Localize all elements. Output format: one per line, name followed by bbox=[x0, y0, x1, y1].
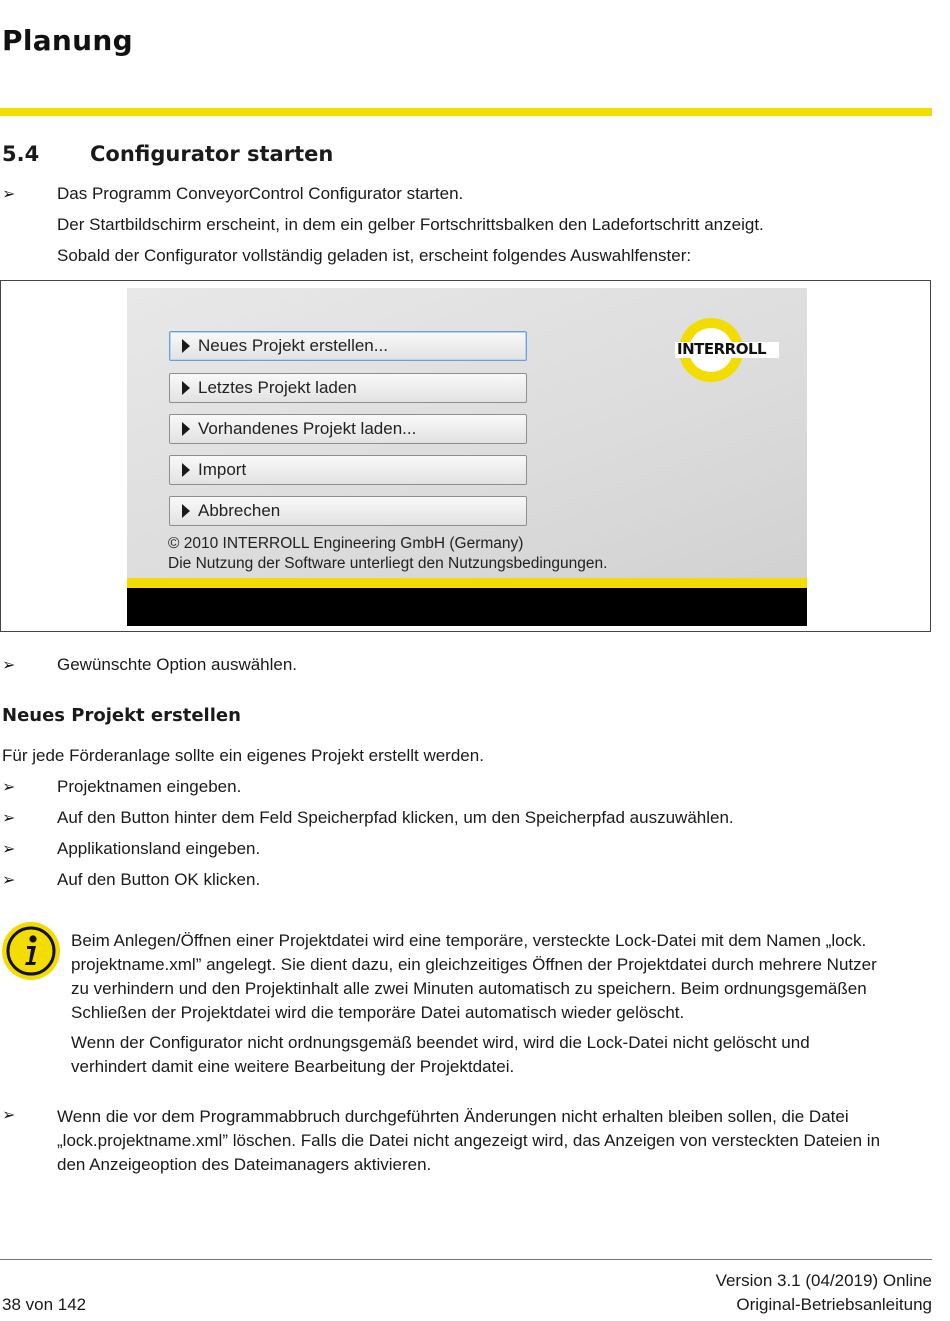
new-project-label: Neues Projekt erstellen... bbox=[198, 336, 388, 355]
info-paragraph-2 bbox=[71, 1031, 810, 1079]
copyright-text: © 2010 INTERROLL Engineering GmbH (Germany) bbox=[168, 535, 524, 552]
bullet-icon: ➢ bbox=[2, 1107, 16, 1124]
paragraph-new-project-intro: Für jede Förderanlage sollte ein eigenes Projekt erstellt werden. bbox=[2, 746, 484, 765]
step-enter-project-name: Projektnamen eingeben. bbox=[57, 777, 242, 796]
bullet-icon: ➢ bbox=[2, 779, 16, 796]
bullet-icon: ➢ bbox=[2, 872, 16, 889]
step-delete-lock-file bbox=[57, 1105, 880, 1177]
footer-version: Version 3.1 (04/2019) Online bbox=[715, 1271, 932, 1290]
new-project-button[interactable] bbox=[169, 331, 527, 361]
splash-black-bar bbox=[127, 588, 807, 626]
progress-bar-yellow bbox=[127, 578, 807, 588]
info-line: projektname.xml” angelegt. Sie dient dazu, ein gleichzeitiges Öffnen der Projektdatei durch mehrere Nutzer bbox=[71, 955, 877, 974]
bullet-icon: ➢ bbox=[2, 657, 16, 674]
play-arrow-icon bbox=[182, 463, 190, 477]
step-click-ok: Auf den Button OK klicken. bbox=[57, 870, 261, 889]
step-choose-option: Gewünschte Option auswählen. bbox=[57, 655, 298, 674]
info-line: Schließen der Projektdatei wird die temporäre Datei automatisch wieder gelöscht. bbox=[71, 1003, 685, 1022]
interroll-logo bbox=[675, 316, 785, 384]
play-arrow-icon bbox=[182, 422, 190, 436]
info-paragraph-1 bbox=[71, 929, 877, 1025]
subheading-new-project: Neues Projekt erstellen bbox=[2, 705, 241, 726]
header-yellow-rule bbox=[0, 108, 932, 116]
play-arrow-icon bbox=[182, 381, 190, 395]
info-icon bbox=[1, 921, 61, 981]
final-step-line: Wenn die vor dem Programmabbruch durchgeführten Änderungen nicht erhalten bleiben sollen, die Datei bbox=[57, 1107, 849, 1126]
cancel-button[interactable] bbox=[169, 496, 527, 526]
load-last-project-label: Letztes Projekt laden bbox=[198, 378, 357, 397]
info-line: Wenn der Configurator nicht ordnungsgemäß beendet wird, wird die Lock-Datei nicht gelöscht und bbox=[71, 1033, 810, 1052]
play-arrow-icon bbox=[182, 504, 190, 518]
info-line: Beim Anlegen/Öffnen einer Projektdatei wird eine temporäre, versteckte Lock-Datei mit dem Namen „lock. bbox=[71, 931, 867, 950]
footer-page-number: 38 von 142 bbox=[2, 1295, 87, 1314]
info-line: zu verhindern und den Projektinhalt alle zwei Minuten automatisch zu speichern. Beim ordnungsgemäßen bbox=[71, 979, 867, 998]
bullet-icon: ➢ bbox=[2, 841, 16, 858]
bullet-icon: ➢ bbox=[2, 186, 16, 203]
info-icon-graphic bbox=[1, 921, 61, 981]
import-button[interactable] bbox=[169, 455, 527, 485]
interroll-logo-text: INTERROLL bbox=[677, 340, 767, 358]
play-arrow-icon bbox=[182, 339, 190, 353]
section-title: Configurator starten bbox=[90, 142, 334, 166]
info-line: verhindert damit eine weitere Bearbeitung der Projektdatei. bbox=[71, 1057, 515, 1076]
import-label: Import bbox=[198, 460, 247, 479]
usage-terms-text: Die Nutzung der Software unterliegt den Nutzungsbedingungen. bbox=[168, 555, 608, 572]
final-step-line: den Anzeigeoption des Dateimanagers aktivieren. bbox=[57, 1155, 432, 1174]
footer-rule bbox=[0, 1259, 932, 1260]
footer-doc-type: Original-Betriebsanleitung bbox=[736, 1295, 932, 1314]
step-start-program: Das Programm ConveyorControl Configurator starten. bbox=[57, 184, 464, 203]
load-existing-project-label: Vorhandenes Projekt laden... bbox=[198, 419, 417, 438]
step-enter-country: Applikationsland eingeben. bbox=[57, 839, 261, 858]
section-number: 5.4 bbox=[2, 142, 40, 166]
bullet-icon: ➢ bbox=[2, 810, 16, 827]
paragraph-selection-window: Sobald der Configurator vollständig geladen ist, erscheint folgendes Auswahlfenster: bbox=[57, 246, 692, 265]
configurator-splash-window bbox=[127, 288, 807, 626]
paragraph-startscreen: Der Startbildschirm erscheint, in dem ein gelber Fortschrittsbalken den Ladefortschritt anzeigt. bbox=[57, 215, 764, 234]
cancel-label: Abbrechen bbox=[198, 501, 281, 520]
load-existing-project-button[interactable] bbox=[169, 414, 527, 444]
page-header-title: Planung bbox=[2, 24, 133, 57]
load-last-project-button[interactable] bbox=[169, 373, 527, 403]
step-select-save-path: Auf den Button hinter dem Feld Speicherpfad klicken, um den Speicherpfad auszuwählen. bbox=[57, 808, 734, 827]
final-step-line: „lock.projektname.xml” löschen. Falls die Datei nicht angezeigt wird, das Anzeigen von versteckten Dateien in bbox=[57, 1131, 881, 1150]
